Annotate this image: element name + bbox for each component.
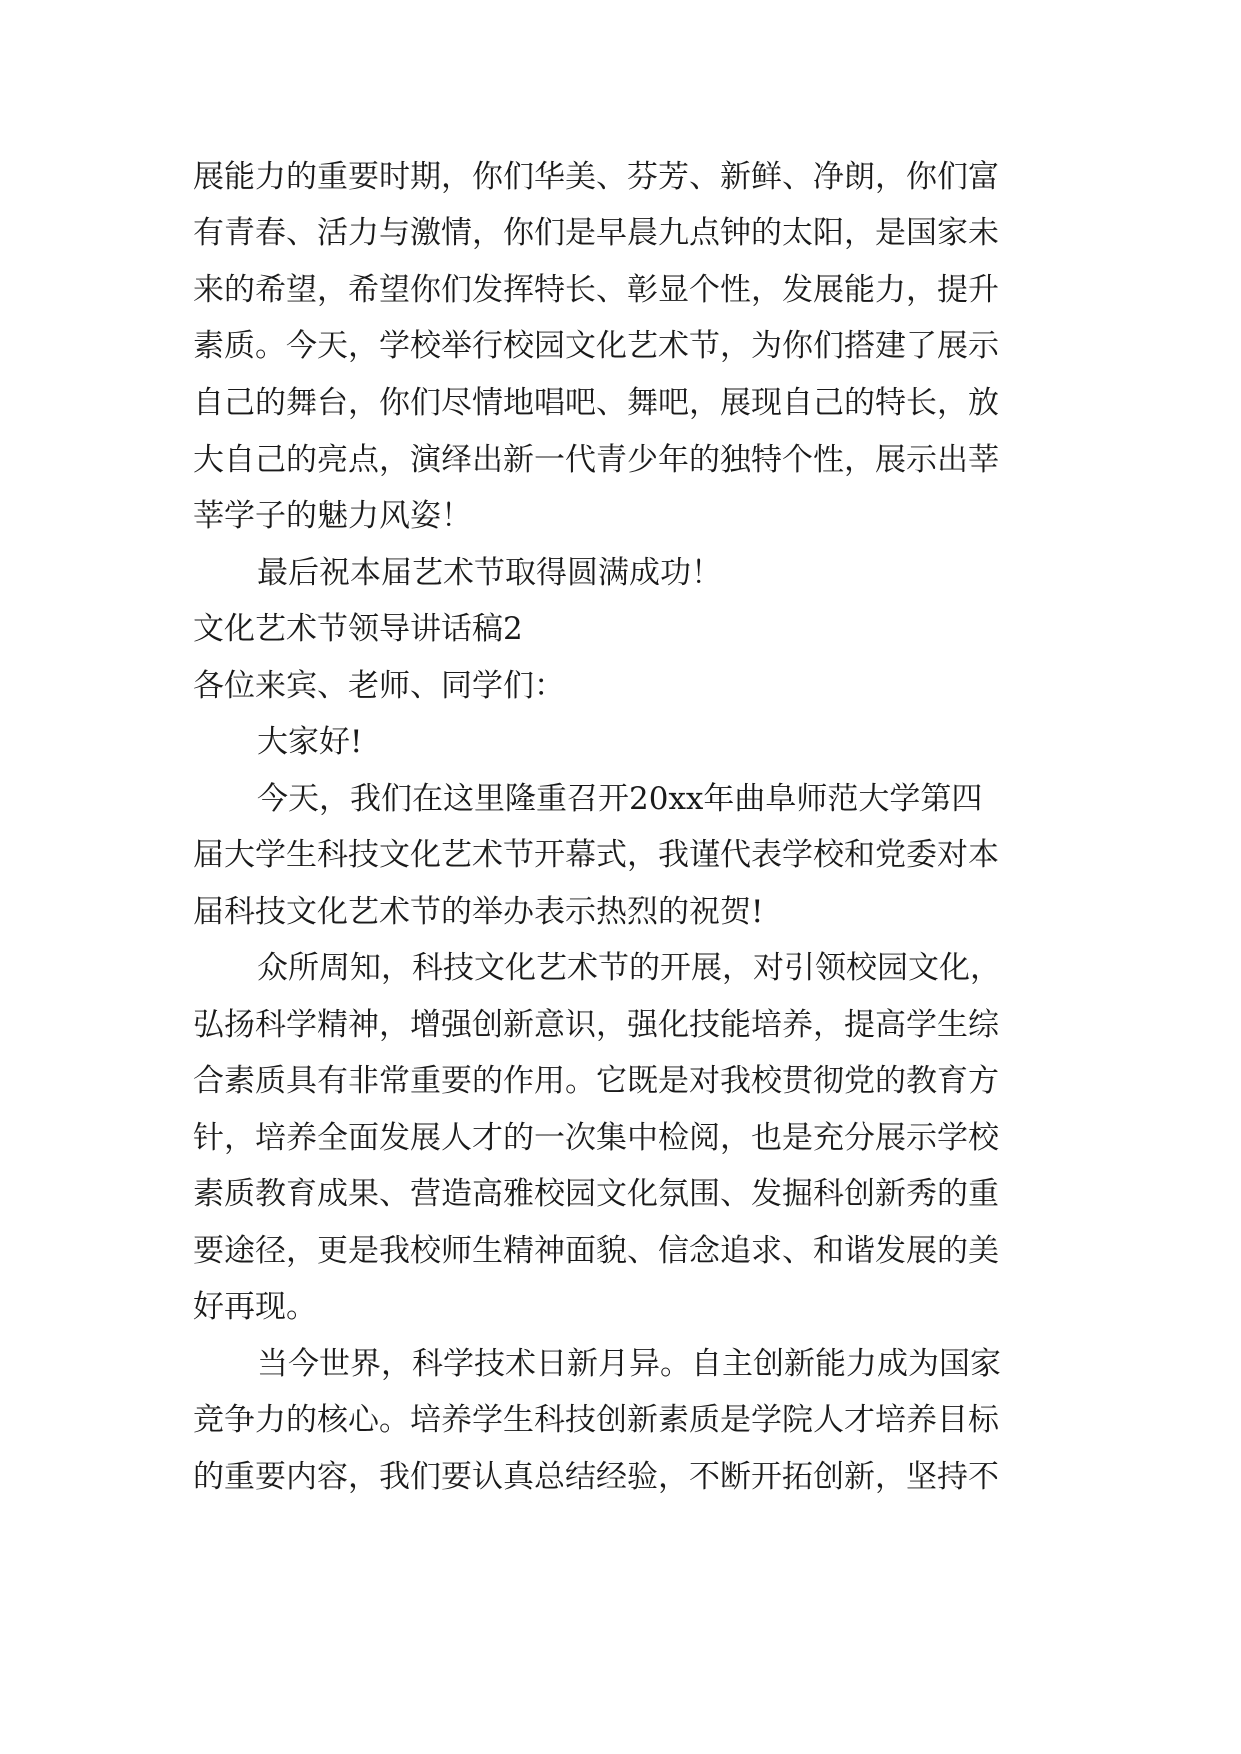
paragraph-line: 当今世界，科学技术日新月异。自主创新能力成为国家 bbox=[257, 1346, 1001, 1382]
section-title: 文化艺术节领导讲话稿2 bbox=[193, 611, 523, 647]
paragraph-line: 来的希望，希望你们发挥特长、彰显个性，发展能力，提升 bbox=[193, 272, 999, 308]
paragraph-line: 莘学子的魅力风姿！ bbox=[193, 498, 472, 534]
paragraph-line: 展能力的重要时期，你们华美、芬芳、新鲜、净朗，你们富 bbox=[193, 159, 999, 195]
paragraph-line: 素质。今天，学校举行校园文化艺术节，为你们搭建了展示 bbox=[193, 328, 999, 364]
paragraph-line: 要途径，更是我校师生精神面貌、信念追求、和谐发展的美 bbox=[193, 1233, 999, 1269]
paragraph-line: 大自己的亮点，演绎出新一代青少年的独特个性，展示出莘 bbox=[193, 442, 999, 478]
paragraph-line: 自己的舞台，你们尽情地唱吧、舞吧，展现自己的特长，放 bbox=[193, 385, 999, 421]
paragraph-line: 合素质具有非常重要的作用。它既是对我校贯彻党的教育方 bbox=[193, 1063, 999, 1099]
paragraph-line: 届大学生科技文化艺术节开幕式，我谨代表学校和党委对本 bbox=[193, 837, 999, 873]
paragraph-line: 今天，我们在这里隆重召开20xx年曲阜师范大学第四 bbox=[257, 781, 983, 817]
paragraph-line: 众所周知，科技文化艺术节的开展，对引领校园文化， bbox=[257, 950, 1001, 986]
paragraph-line: 弘扬科学精神，增强创新意识，强化技能培养，提高学生综 bbox=[193, 1007, 999, 1043]
paragraph-line: 有青春、活力与激情，你们是早晨九点钟的太阳，是国家未 bbox=[193, 215, 999, 251]
greeting: 大家好! bbox=[257, 724, 363, 760]
paragraph-line: 针，培养全面发展人才的一次集中检阅，也是充分展示学校 bbox=[193, 1120, 999, 1156]
salutation: 各位来宾、老师、同学们： bbox=[193, 668, 565, 704]
paragraph-line: 好再现。 bbox=[193, 1289, 317, 1325]
paragraph-line: 届科技文化艺术节的举办表示热烈的祝贺! bbox=[193, 894, 764, 930]
paragraph-line: 竞争力的核心。培养学生科技创新素质是学院人才培养目标 bbox=[193, 1402, 999, 1438]
paragraph-line: 的重要内容，我们要认真总结经验，不断开拓创新，坚持不 bbox=[193, 1459, 999, 1495]
paragraph-line: 素质教育成果、营造高雅校园文化氛围、发掘科创新秀的重 bbox=[193, 1176, 999, 1212]
closing-wish: 最后祝本届艺术节取得圆满成功！ bbox=[257, 555, 722, 591]
